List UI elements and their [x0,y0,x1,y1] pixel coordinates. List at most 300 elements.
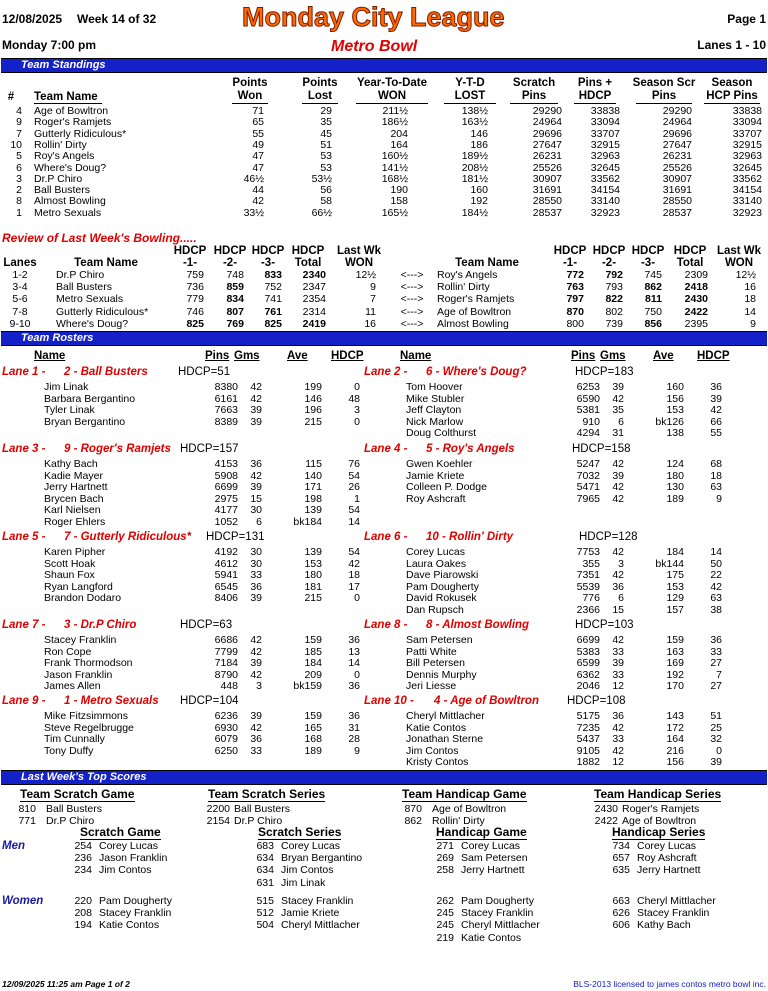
roster-player-games: 39 [612,657,624,670]
standings-header-underline [636,103,692,104]
roster-player-games: 33 [612,645,624,658]
review-score-a: 2354 [302,293,326,306]
roster-player-name: Ron Cope [44,645,92,658]
roster-player-games: 42 [250,668,262,681]
top-team-name: Ball Busters [46,803,103,815]
roster-player-name: Ryan Langford [44,580,113,593]
roster-team-name: 10 - Rollin' Dirty [426,531,514,543]
roster-team-name: 7 - Gutterly Ridiculous* [64,531,192,543]
standings-cell: 29696 [662,127,692,140]
roster-player-pins: 4177 [214,504,238,517]
standings-cell: 1 [16,206,22,219]
standings-header-underline [302,103,338,104]
roster-lane-label: Lane 2 - [364,366,408,378]
roster-player-name: Tony Duffy [44,744,94,757]
standings-cell: 44 [252,184,264,197]
review-header-won: Last Wk WON [336,245,382,269]
roster-player-games: 42 [612,458,624,470]
top-individual-bowler: Cheryl Mittlacher [461,919,540,932]
roster-player-games: 6 [618,592,624,605]
review-score-b: 14 [744,305,756,318]
standings-cell: 141½ [381,161,408,174]
standings-cell: 53 [320,150,332,163]
roster-player-name: Bill Petersen [406,657,465,670]
standings-cell: 51 [320,138,332,151]
top-individual-bowler: Jim Linak [281,876,326,889]
roster-player-name: Jason Franklin [44,668,113,681]
roster-player-games: 33 [250,569,262,582]
top-individual-bowler: Roy Ashcraft [637,852,697,865]
roster-lane-label: Lane 6 - [364,531,408,543]
standings-team-name: Age of Bowltron [34,105,109,117]
roster-lane-label: Lane 8 - [364,619,408,631]
review-score-a: 807 [226,305,244,318]
top-individual-score: 606 [612,919,630,932]
roster-player-hdcp: 0 [354,592,360,605]
roster-player-name: Katie Contos [406,721,467,734]
top-individual-bowler: Stacey Franklin [281,895,354,907]
roster-lane-label: Lane 7 - [2,619,46,631]
roster-player-average: 159 [666,634,684,646]
standings-cell: 25526 [532,161,562,174]
top-individual-score: 234 [74,864,92,877]
roster-player-pins: 6362 [576,668,600,681]
roster-player-games: 42 [612,546,624,558]
roster-player-average: 124 [666,458,684,470]
top-team-group-title: Team Scratch Game [20,787,135,801]
roster-player-hdcp: 68 [710,458,722,470]
roster-player-games: 3 [618,557,624,570]
review-team-a: Ball Busters [56,281,113,294]
roster-player-average: 215 [304,592,322,605]
roster-player-hdcp: 18 [348,569,360,582]
roster-player-pins: 7965 [576,492,600,505]
roster-player-average: 146 [304,392,322,405]
standings-cell: 32645 [732,161,762,174]
roster-team-name: 6 - Where's Doug? [426,366,527,378]
standings-cell: 190 [390,184,408,197]
roster-player-pins: 9105 [576,744,600,757]
top-individual-score: 504 [256,919,274,932]
roster-player-pins: 6599 [576,657,600,670]
roster-team-hdcp: HDCP=131 [206,531,265,543]
standings-header-season_scr: Season Scr Pins [632,77,696,102]
standings-header-underline [232,103,268,104]
header-lanes: Lanes 1 - 10 [697,38,766,52]
top-individual-score: 220 [74,895,92,907]
review-score-b: 800 [566,317,584,330]
roster-player-average: 209 [304,668,322,681]
roster-player-games: 30 [250,504,262,517]
top-individual-bowler: Katie Contos [461,931,522,944]
roster-player-pins: 776 [582,592,600,605]
standings-cell: 25526 [662,161,692,174]
roster-player-name: Tom Hoover [406,381,463,393]
roster-player-average: 192 [666,668,684,681]
review-header-won: Last Wk WON [716,245,762,269]
review-score-b: 856 [644,317,662,330]
review-score-b: 822 [605,293,623,306]
roster-player-pins: 5908 [214,469,238,482]
roster-header-gms: Gms [234,350,260,362]
top-individual-bowler: Cheryl Mittlacher [637,895,716,907]
standings-bar [1,58,767,73]
standings-cell: 33094 [590,116,620,129]
review-score-a: 11 [365,305,376,318]
standings-cell: 32645 [590,161,620,174]
review-team-b: Age of Bowltron [437,305,512,318]
roster-player-name: Brycen Bach [44,492,104,505]
roster-player-average: 129 [666,592,684,605]
roster-team-name: 3 - Dr.P Chiro [64,619,137,631]
top-individual-bowler: Katie Contos [99,919,160,932]
standings-team-name: Gutterly Ridiculous* [34,127,127,140]
review-header-h2: HDCP -2- [213,245,247,269]
roster-player-games: 39 [612,469,624,482]
roster-player-games: 42 [612,721,624,734]
top-individual-bowler: Stacey Franklin [99,907,172,920]
roster-player-pins: 1882 [576,756,600,769]
standings-cell: 189½ [461,150,488,163]
roster-team-hdcp: HDCP=157 [180,443,239,455]
roster-player-hdcp: 7 [716,668,722,681]
standings-cell: 33707 [732,127,762,140]
roster-player-average: 175 [666,569,684,582]
standings-cell: 208½ [461,161,488,174]
roster-player-name: Shaun Fox [44,569,95,582]
roster-player-hdcp: 42 [710,404,722,417]
standings-header-underline [34,103,102,104]
review-score-b: 793 [605,281,623,294]
review-header-team: Team Name [455,257,519,269]
men-label: Men [2,840,25,852]
roster-header-pins: Pins [205,350,230,362]
roster-player-games: 33 [612,733,624,746]
review-header-h1: HDCP -1- [173,245,207,269]
review-score-a: 746 [186,305,204,318]
standings-cell: 32963 [732,150,762,163]
roster-player-hdcp: 0 [354,415,360,428]
standings-cell: 28550 [662,195,692,208]
standings-cell: 10 [10,138,22,151]
roster-player-average: bk159 [293,680,322,693]
top-individual-bowler: Jamie Kriete [281,907,340,920]
standings-cell: 160½ [381,150,408,163]
roster-player-games: 31 [612,427,624,440]
standings-cell: 26231 [532,150,562,163]
standings-cell: 186½ [381,116,408,129]
standings-header-underline [356,103,428,104]
top-team-score: 2430 [594,803,618,815]
roster-player-games: 36 [250,458,262,470]
review-score-b: 802 [605,305,623,318]
top-individual-score: 734 [612,840,630,852]
review-score-a: 833 [264,269,282,281]
roster-player-hdcp: 14 [348,516,360,528]
roster-player-pins: 5383 [576,645,600,658]
standings-cell: 27647 [662,138,692,151]
standings-cell: 46½ [243,172,264,185]
standings-header-team: Team Name [34,91,98,103]
standings-cell: 164 [390,138,408,151]
roster-player-hdcp: 28 [348,733,360,746]
roster-player-name: Dave Piarowski [406,569,479,582]
roster-player-name: Bryan Bergantino [44,415,126,428]
top-individual-score: 515 [256,895,274,907]
standings-cell: 47 [252,150,264,163]
standings-cell: 3 [16,172,22,185]
review-header-h3: HDCP -3- [631,245,665,269]
roster-player-hdcp: 33 [710,645,722,658]
roster-player-games: 42 [250,721,262,734]
roster-player-hdcp: 17 [348,580,360,593]
roster-player-hdcp: 38 [710,604,722,616]
top-individual-score: 245 [436,919,454,932]
roster-player-hdcp: 32 [710,733,722,746]
standings-cell: 29290 [662,105,692,117]
standings-team-name: Dr.P Chiro [34,172,83,185]
roster-player-games: 36 [250,733,262,746]
review-lanes: 3-4 [12,281,28,294]
rosters-title: Team Rosters [21,332,94,344]
standings-cell: 27647 [532,138,562,151]
standings-cell: 160 [470,184,488,197]
review-team-a: Dr.P Chiro [56,269,105,281]
top-individual-score: 626 [612,907,630,920]
roster-player-average: 181 [304,580,322,593]
roster-player-hdcp: 48 [348,392,360,405]
roster-team-hdcp: HDCP=104 [180,695,239,707]
roster-player-average: 215 [304,415,322,428]
roster-lane-label: Lane 4 - [364,443,408,455]
roster-player-games: 12 [612,756,624,769]
roster-player-games: 42 [250,469,262,482]
standings-cell: 49 [252,138,264,151]
roster-player-average: 115 [305,458,322,470]
roster-player-pins: 7184 [214,657,238,670]
standings-team-name: Rollin' Dirty [34,138,87,151]
top-individual-bowler: Corey Lucas [637,840,696,852]
standings-cell: 56 [320,184,332,197]
standings-cell: 4 [16,105,22,117]
roster-player-games: 42 [612,569,624,582]
review-score-a: 9 [370,281,376,294]
roster-header-pins: Pins [571,350,596,362]
roster-player-hdcp: 36 [710,381,722,393]
top-individual-bowler: Cheryl Mittlacher [281,919,360,932]
top-individual-title: Scratch Series [258,825,342,839]
review-score-a: 2314 [302,305,326,318]
review-team-b: Roy's Angels [437,269,498,281]
roster-player-hdcp: 27 [710,657,722,670]
roster-player-average: 143 [666,710,684,722]
header-page: Page 1 [727,12,766,26]
roster-player-name: Pam Dougherty [406,580,479,593]
roster-player-pins: 5437 [576,733,600,746]
roster-lane-label: Lane 1 - [2,366,46,378]
roster-player-pins: 7799 [214,645,238,658]
top-team-name: Dr.P Chiro [46,814,95,827]
roster-player-average: 156 [666,392,684,405]
roster-player-average: 165 [304,721,322,734]
roster-player-hdcp: 66 [710,415,722,428]
roster-player-games: 6 [256,516,262,528]
roster-player-name: David Rokusek [406,592,477,605]
standings-team-name: Roger's Ramjets [34,116,112,129]
roster-player-name: Mike Fitzsimmons [44,710,129,722]
roster-player-hdcp: 22 [710,569,722,582]
roster-team-name: 8 - Almost Bowling [426,619,530,631]
roster-player-name: Scott Hoak [44,557,96,570]
roster-player-pins: 6250 [214,744,238,757]
roster-player-average: 199 [304,381,322,393]
roster-player-games: 30 [250,557,262,570]
roster-player-pins: 6079 [214,733,238,746]
review-score-a: 825 [264,317,282,330]
roster-player-average: 139 [304,546,322,558]
roster-player-games: 42 [250,381,262,393]
review-score-b: 2422 [684,305,708,318]
top-individual-score: 262 [436,895,454,907]
top-individual-bowler: Jerry Hartnett [461,864,525,877]
roster-player-average: bk144 [655,557,684,570]
roster-player-games: 39 [612,381,624,393]
standings-header-ytd_lost: Y-T-D LOST [454,77,486,102]
roster-player-pins: 5539 [576,580,600,593]
standings-cell: 168½ [381,172,408,185]
standings-cell: 32923 [590,206,620,219]
roster-player-name: Mike Stubler [406,392,465,405]
header-day-time: Monday 7:00 pm [2,38,97,52]
review-score-b: 2309 [684,269,708,281]
roster-player-hdcp: 27 [710,680,722,693]
roster-header-name: Name [400,350,432,362]
review-lanes: 5-6 [12,293,28,306]
roster-player-hdcp: 39 [710,756,722,769]
roster-player-games: 42 [612,392,624,405]
review-team-a: Metro Sexuals [56,293,124,306]
review-score-a: 12½ [355,269,376,281]
roster-player-average: 196 [304,404,322,417]
roster-team-name: 1 - Metro Sexuals [64,695,159,707]
review-team-a: Gutterly Ridiculous* [56,305,149,318]
roster-team-hdcp: HDCP=63 [180,619,233,631]
review-score-b: 772 [566,269,584,281]
roster-header-name: Name [34,350,66,362]
roster-player-pins: 6545 [214,580,238,593]
footer-right: BLS-2013 licensed to james contos metro bowl inc. [573,979,766,989]
standings-header-pts_won: Points Won [232,77,268,102]
standings-header-num: # [7,91,15,103]
top-team-score: 810 [18,803,36,815]
top-individual-score: 254 [74,840,92,852]
review-score-a: 779 [186,293,204,306]
roster-player-games: 42 [250,645,262,658]
roster-player-pins: 8790 [214,668,238,681]
standings-cell: 33140 [732,195,762,208]
roster-player-average: 159 [304,634,322,646]
roster-player-average: 172 [666,721,684,734]
standings-header-underline [574,103,616,104]
roster-player-hdcp: 0 [354,668,360,681]
women-label: Women [2,895,44,907]
review-header-h3: HDCP -3- [251,245,285,269]
roster-player-pins: 6161 [214,392,238,405]
roster-player-pins: 1052 [214,516,238,528]
review-header-total: HDCP Total [673,245,707,269]
roster-player-average: 153 [304,557,322,570]
standings-cell: 42 [252,195,264,208]
standings-cell: 9 [16,116,22,129]
roster-player-average: 160 [666,381,684,393]
standings-cell: 32915 [732,138,762,151]
roster-player-pins: 8389 [214,415,238,428]
roster-player-name: Jeff Clayton [406,404,462,417]
review-score-b: 9 [750,317,756,330]
roster-player-name: James Allen [44,680,101,693]
top-individual-score: 634 [256,864,274,877]
top-individual-score: 245 [436,907,454,920]
top-individual-score: 635 [612,864,630,877]
roster-player-average: 216 [666,744,684,757]
roster-player-average: bk184 [293,516,322,528]
top-team-score: 771 [18,814,36,827]
footer-left: 12/09/2025 11:25 am Page 1 of 2 [2,979,130,989]
roster-lane-label: Lane 5 - [2,531,46,543]
roster-player-average: 164 [666,733,684,746]
roster-player-pins: 7351 [576,569,600,582]
standings-cell: 45 [320,127,332,140]
top-individual-score: 631 [256,876,274,889]
roster-player-average: 170 [666,680,684,693]
roster-player-average: 189 [666,492,684,505]
standings-cell: 6 [16,161,22,174]
review-score-a: 2419 [302,317,326,330]
review-score-a: 859 [226,281,244,294]
review-score-a: 825 [186,317,204,330]
roster-player-games: 33 [250,744,262,757]
top-individual-bowler: Corey Lucas [281,840,340,852]
roster-player-hdcp: 13 [348,645,360,658]
header-week: Week 14 of 32 [77,12,157,26]
review-score-b: 792 [605,269,623,281]
roster-player-hdcp: 9 [716,492,722,505]
review-score-b: 739 [605,317,623,330]
standings-team-name: Roy's Angels [34,150,95,163]
review-lanes: 7-8 [12,305,28,318]
roster-player-games: 35 [612,404,624,417]
top-team-name: Age of Bowltron [622,814,697,827]
top-individual-bowler: Corey Lucas [461,840,520,852]
review-score-a: 736 [186,281,204,294]
roster-player-average: 156 [666,756,684,769]
top-individual-bowler: Pam Dougherty [99,895,172,907]
standings-cell: 7 [16,127,22,140]
top-team-name: Ball Busters [234,803,291,815]
roster-team-hdcp: HDCP=183 [575,366,634,378]
standings-cell: 184½ [461,206,488,219]
roster-player-pins: 2975 [214,492,238,505]
roster-player-pins: 6253 [576,381,600,393]
standings-title: Team Standings [21,59,106,71]
review-vs-arrow: <---> [400,281,424,294]
roster-player-average: 140 [304,469,322,482]
standings-cell: 58 [320,195,332,208]
roster-header-hdcp: HDCP [331,350,364,362]
roster-player-pins: 2366 [576,604,600,616]
roster-player-pins: 7235 [576,721,600,734]
standings-cell: 204 [390,127,408,140]
